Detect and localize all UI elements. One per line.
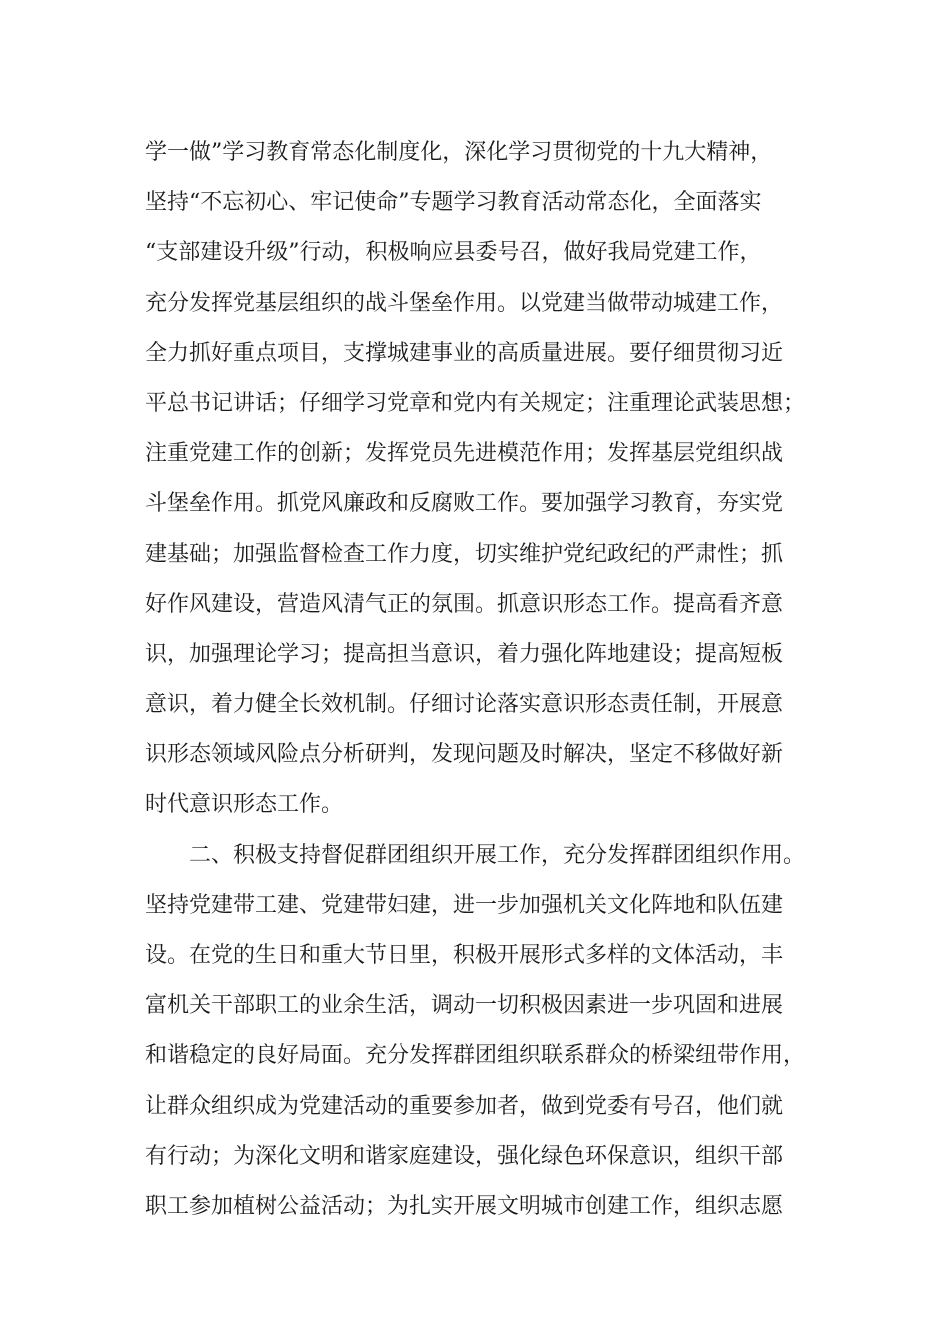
text-line: 充分发挥党基层组织的战斗堡垒作用。以党建当做带动城建工作， — [145, 290, 784, 316]
text-line: 和谐稳定的良好局面。充分发挥群团组织联系群众的桥梁纽带作用， — [145, 1043, 806, 1069]
document-body — [145, 128, 817, 1232]
text-line: 学一做”学习教育常态化制度化，深化学习贯彻党的十九大精神， — [145, 140, 773, 165]
text-line: 坚持党建带工建、党建带妇建，进一步加强机关文化阵地和队伍建 — [145, 892, 784, 918]
paragraph-heading-line: 二、积极支持督促群团组织开展工作，充分发挥群团组织作用。 — [189, 842, 806, 868]
text-line: 建基础；加强监督检查工作力度，切实维护党纪政纪的严肃性；抓 — [145, 541, 784, 567]
text-line: 斗堡垒作用。抓党风廉政和反腐败工作。要加强学习教育，夯实党 — [145, 491, 784, 517]
text-line: 平总书记讲话；仔细学习党章和党内有关规定；注重理论武装思想； — [145, 390, 806, 416]
text-line: 好作风建设，营造风清气正的氛围。抓意识形态工作。提高看齐意 — [145, 591, 784, 617]
text-line: 注重党建工作的创新；发挥党员先进模范作用；发挥基层党组织战 — [145, 441, 784, 467]
text-line: 职工参加植树公益活动；为扎实开展文明城市创建工作，组织志愿 — [145, 1193, 784, 1219]
text-line: 全力抓好重点项目，支撑城建事业的高质量进展。要仔细贯彻习近 — [145, 340, 784, 366]
text-line: 富机关干部职工的业余生活，调动一切积极因素进一步巩固和进展 — [145, 993, 784, 1019]
text-line: 让群众组织成为党建活动的重要参加者，做到党委有号召，他们就 — [145, 1093, 784, 1119]
text-line: 有行动；为深化文明和谐家庭建设，强化绿色环保意识，组织干部 — [145, 1143, 784, 1169]
text-line: “支部建设升级”行动，积极响应县委号召，做好我局党建工作， — [145, 240, 762, 266]
text-line: 识形态领域风险点分析研判，发现问题及时解决，坚定不移做好新 — [145, 742, 784, 768]
text-line: 识，加强理论学习；提高担当意识，着力强化阵地建设；提高短板 — [145, 641, 784, 667]
text-line: 意识，着力健全长效机制。仔细讨论落实意识形态责任制，开展意 — [145, 692, 784, 718]
text-line: 设。在党的生日和重大节日里，积极开展形式多样的文体活动，丰 — [145, 943, 784, 968]
text-line: 坚持“不忘初心、牢记使命”专题学习教育活动常态化，全面落实 — [145, 190, 762, 216]
text-line: 时代意识形态工作。 — [145, 792, 344, 818]
